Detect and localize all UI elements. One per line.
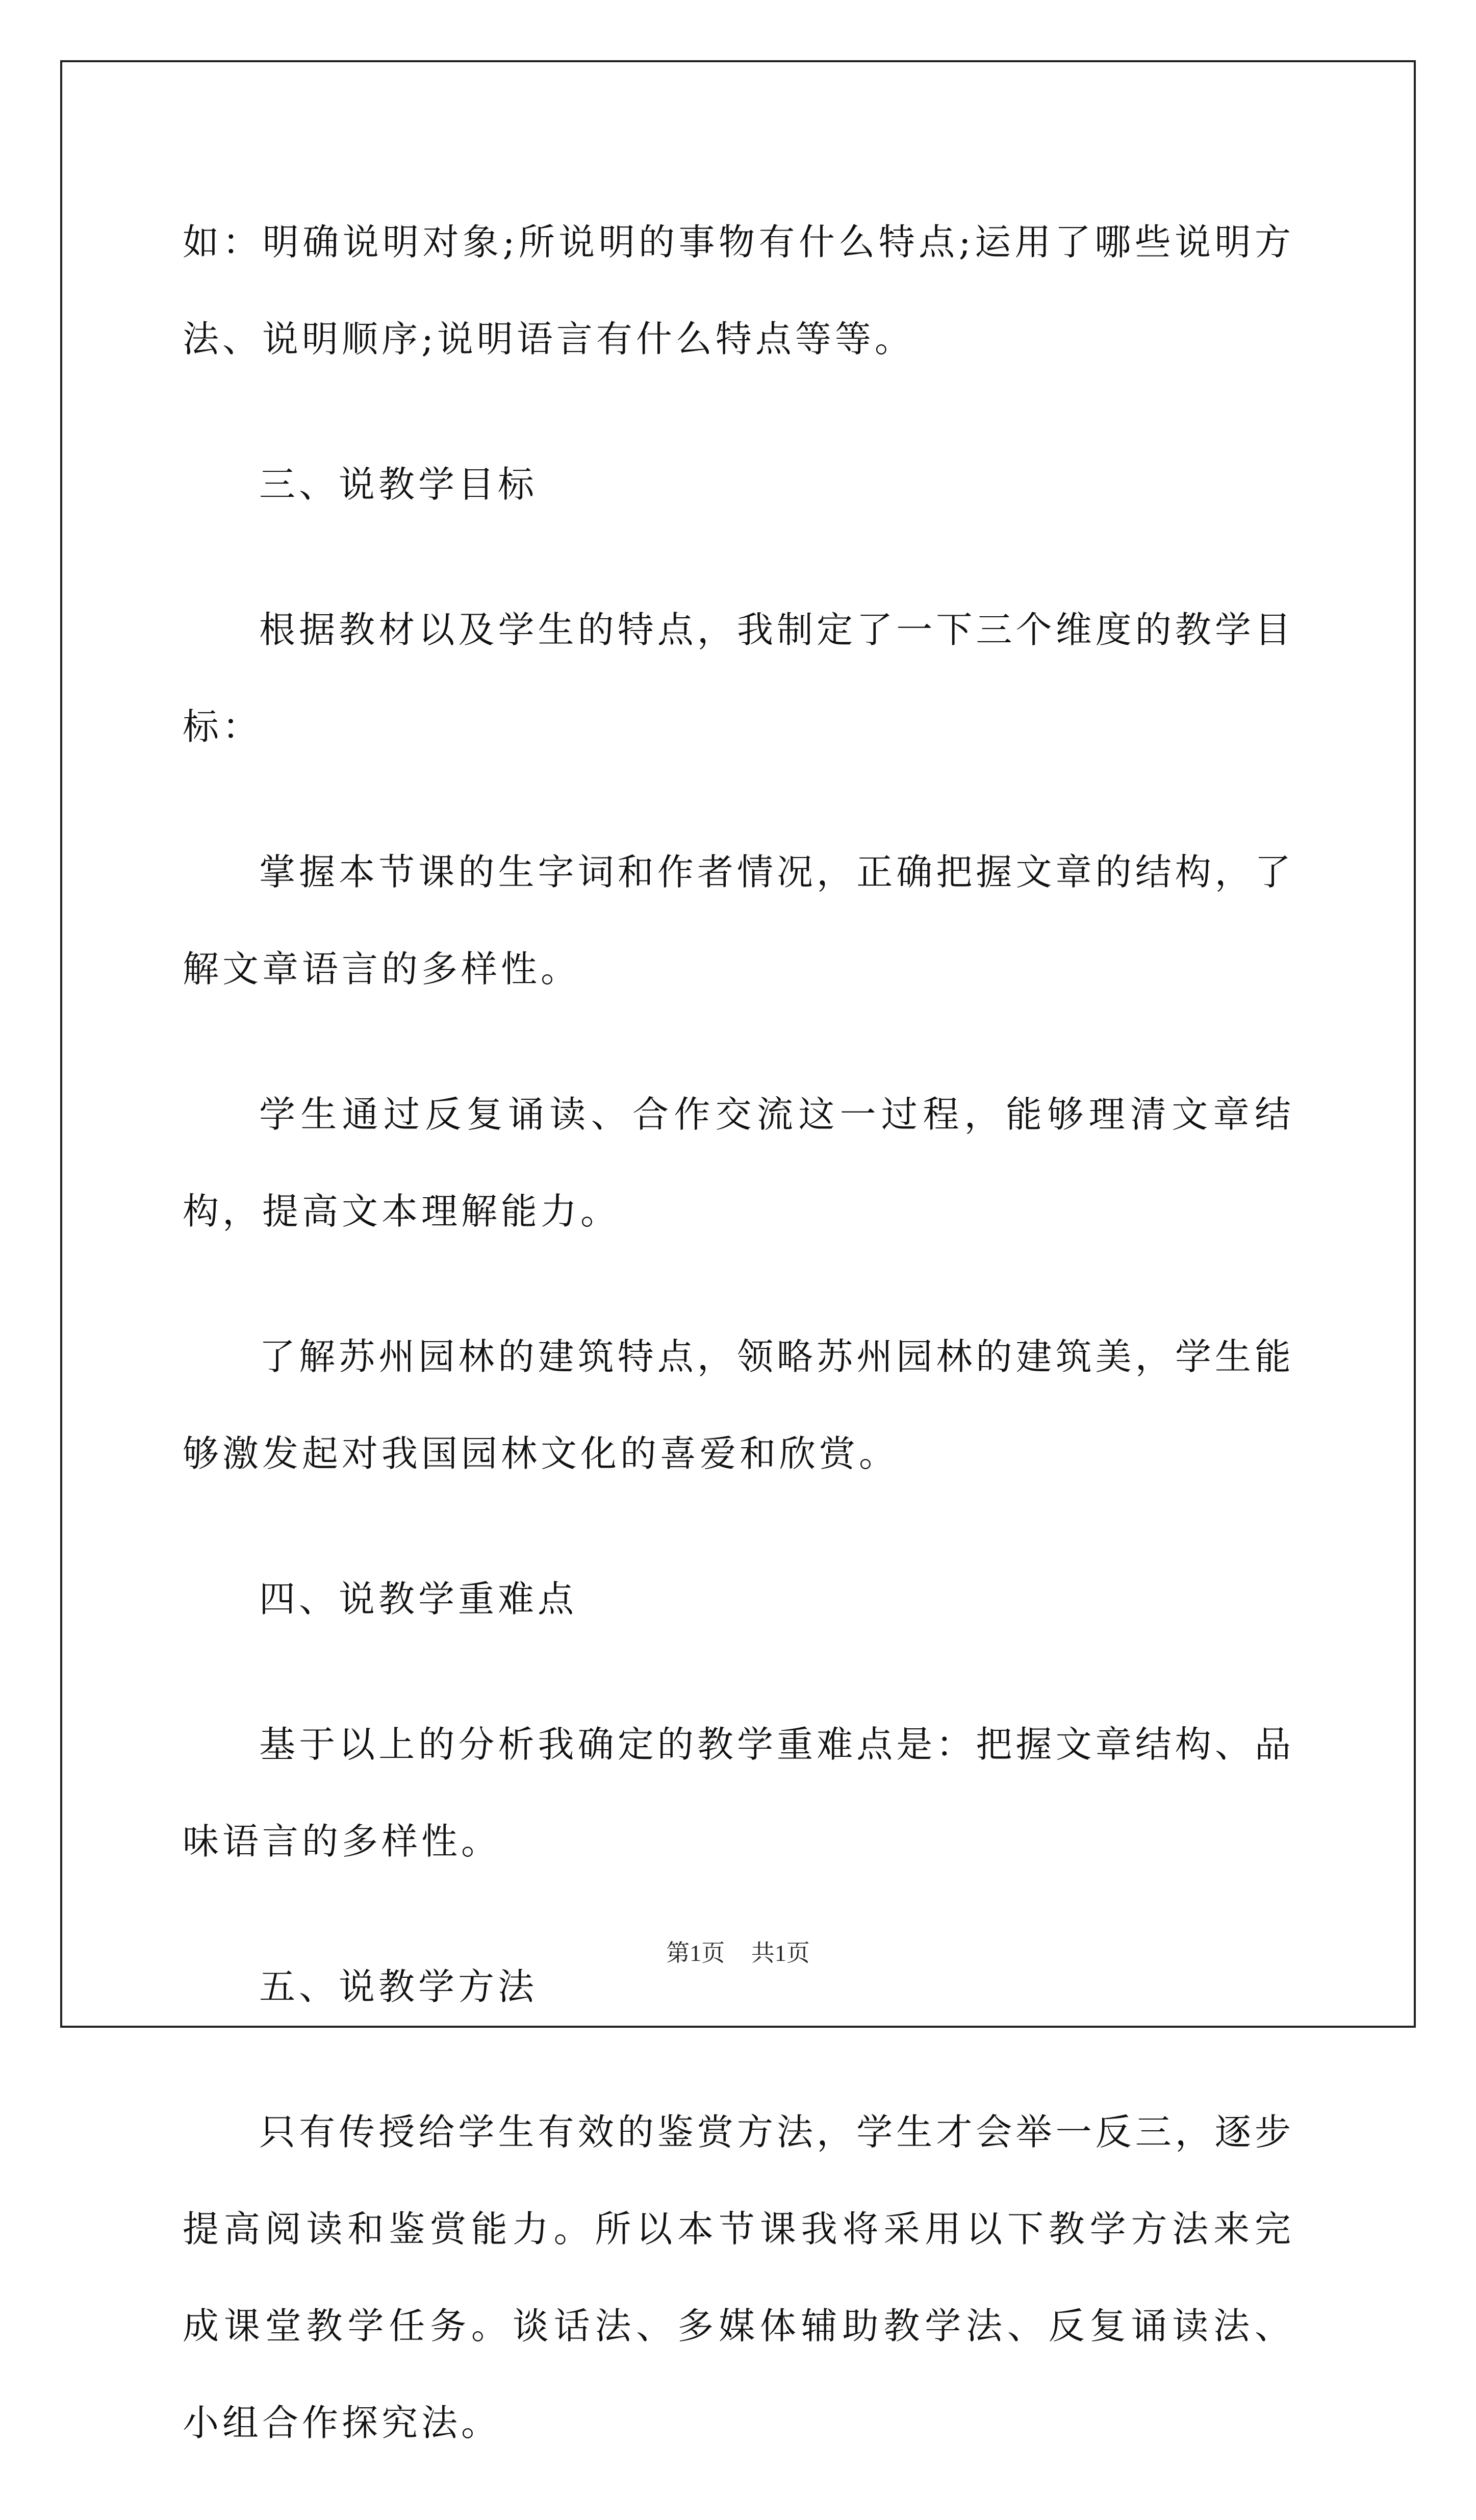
paragraph-intro: 如：明确说明对象;所说明的事物有什么特点;运用了哪些说明方法、说明顺序;说明语言有什么特点等等。 xyxy=(183,221,1294,360)
heading-key-difficulties: 四、说教学重难点 xyxy=(259,1578,578,1620)
paragraph-goal-knowledge: 掌握本节课的生字词和作者情况，正确把握文章的结构，了解文章语言的多样性。 xyxy=(183,851,1294,990)
page-number-current: 第1页 xyxy=(666,1940,725,1966)
paragraph-teaching-methods: 只有传授给学生有效的鉴赏方法，学生才会举一反三，逐步提高阅读和鉴赏能力。所以本节课我将采用以下教学方法来完成课堂教学任务。谈话法、多媒体辅助教学法、反复诵读法、小组合作探究法。 xyxy=(183,2111,1294,2444)
document-body xyxy=(183,194,1294,2520)
paragraph-goals-intro: 根据教材以及学生的特点，我制定了一下三个维度的教学目标： xyxy=(183,609,1294,748)
paragraph-goal-emotion: 了解苏州园林的建筑特点，领略苏州园林的建筑美，学生能够激发起对我国园林文化的喜爱和欣赏。 xyxy=(183,1335,1294,1475)
paragraph-goal-process: 学生通过反复诵读、合作交流这一过程，能够理清文章结构，提高文本理解能力。 xyxy=(183,1093,1294,1232)
heading-teaching-methods: 五、说教学方法 xyxy=(259,1965,538,2008)
paragraph-key-difficulties: 基于以上的分析我确定的教学重难点是：把握文章结构、品味语言的多样性。 xyxy=(183,1723,1294,1862)
page-footer xyxy=(0,1938,1476,1969)
heading-teaching-goals: 三、说教学目标 xyxy=(259,463,538,506)
page-number-total: 共1页 xyxy=(751,1940,810,1966)
